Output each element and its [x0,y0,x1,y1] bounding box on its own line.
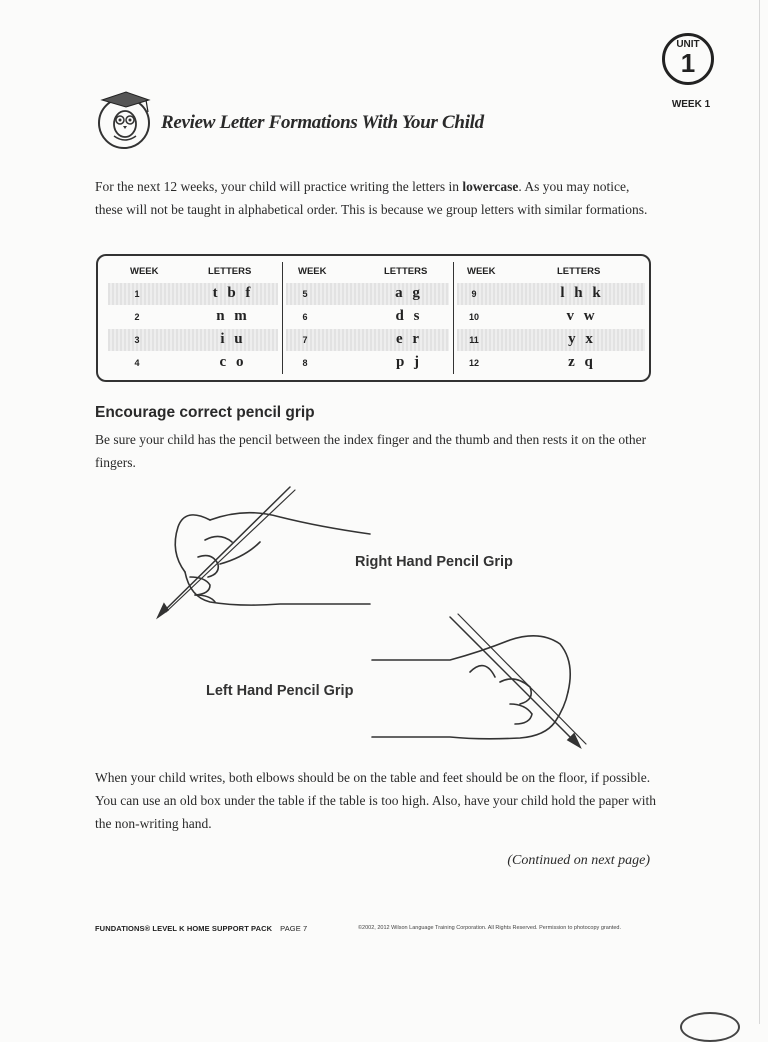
table-column-group [282,256,453,380]
table-cell-week: 2 [134,312,140,322]
header-letters: LETTERS [384,266,428,277]
pencil-grip-text: Be sure your child has the pencil between the index finger and the thumb and then rests it on the other fingers. [95,432,647,470]
table-cell-week: 7 [302,335,308,345]
unit-number: 1 [680,48,696,78]
footer-copyright: ©2002, 2012 Wilson Language Training Corporation. All Rights Reserved. Permission to photocopy granted. [358,925,622,931]
next-page-corner [680,1012,740,1042]
week-label: WEEK 1 [671,99,711,110]
table-cell-week: 4 [134,358,140,368]
left-hand-grip-caption: Left Hand Pencil Grip [206,683,354,699]
footer-pack-name: FUNDATIONS® LEVEL K HOME SUPPORT PACK [95,924,273,933]
intro-text-end: . As you may notice, these will not be taught in alphabetical order. This is because we group letters with similar formations. [95,179,648,217]
right-hand-grip-caption: Right Hand Pencil Grip [355,554,513,570]
footer-title [95,924,307,933]
column-divider [453,262,454,374]
table-cell-letters: i u [220,331,246,347]
table-cell-letters: n m [216,308,250,324]
pencil-grip-heading: Encourage correct pencil grip [95,404,315,421]
table-cell-letters: v w [566,308,598,324]
table-cell-letters: t b f [212,285,254,301]
intro-bold-word: lowercase [462,179,519,194]
right-hand-drawing [158,487,370,617]
page-edge [759,0,760,1024]
table-cell-week: 5 [302,289,308,299]
table-cell-week: 1 [134,289,140,299]
table-cell-week: 3 [134,335,140,345]
table-cell-letters: z q [568,354,596,370]
header-week: WEEK [467,266,496,277]
table-cell-letters: a g [395,285,423,301]
table-cell-week: 12 [468,358,479,368]
table-column-group [98,256,282,380]
continued-note: (Continued on next page) [507,853,650,868]
letter-schedule-table [96,254,651,382]
table-cell-week: 6 [302,312,308,322]
header-week: WEEK [130,266,159,277]
header-letters: LETTERS [557,266,601,277]
table-column-group [453,256,649,380]
table-cell-letters: d s [395,308,423,324]
table-cell-letters: y x [568,331,596,347]
posture-paragraph: When your child writes, both elbows should be on the table and feet should be on the floor, if possible. You can use an old box under the table if the table is too high. Also, have your child hold the paper with the non-writing hand. [95,770,657,831]
header-letters: LETTERS [208,266,252,277]
intro-paragraph [95,175,660,221]
owl-mascot-icon [94,88,154,150]
column-divider [282,262,283,374]
footer-page-number: PAGE 7 [280,924,308,933]
table-cell-letters: l h k [560,285,604,301]
pencil-grip-illustration [150,482,610,752]
unit-badge [662,33,714,85]
table-cell-week: 9 [471,289,477,299]
table-cell-week: 8 [302,358,308,368]
unit-label: UNIT [676,39,700,50]
header-week: WEEK [298,266,327,277]
table-cell-letters: e r [395,331,423,347]
table-cell-letters: p j [395,354,423,370]
table-cell-letters: c o [219,354,247,370]
page-title: Review Letter Formations With Your Child [161,112,484,133]
table-cell-week: 11 [469,335,479,345]
table-cell-week: 10 [468,312,479,322]
left-hand-drawing [372,614,586,747]
intro-text-start: For the next 12 weeks, your child will practice writing the letters in [95,179,463,194]
